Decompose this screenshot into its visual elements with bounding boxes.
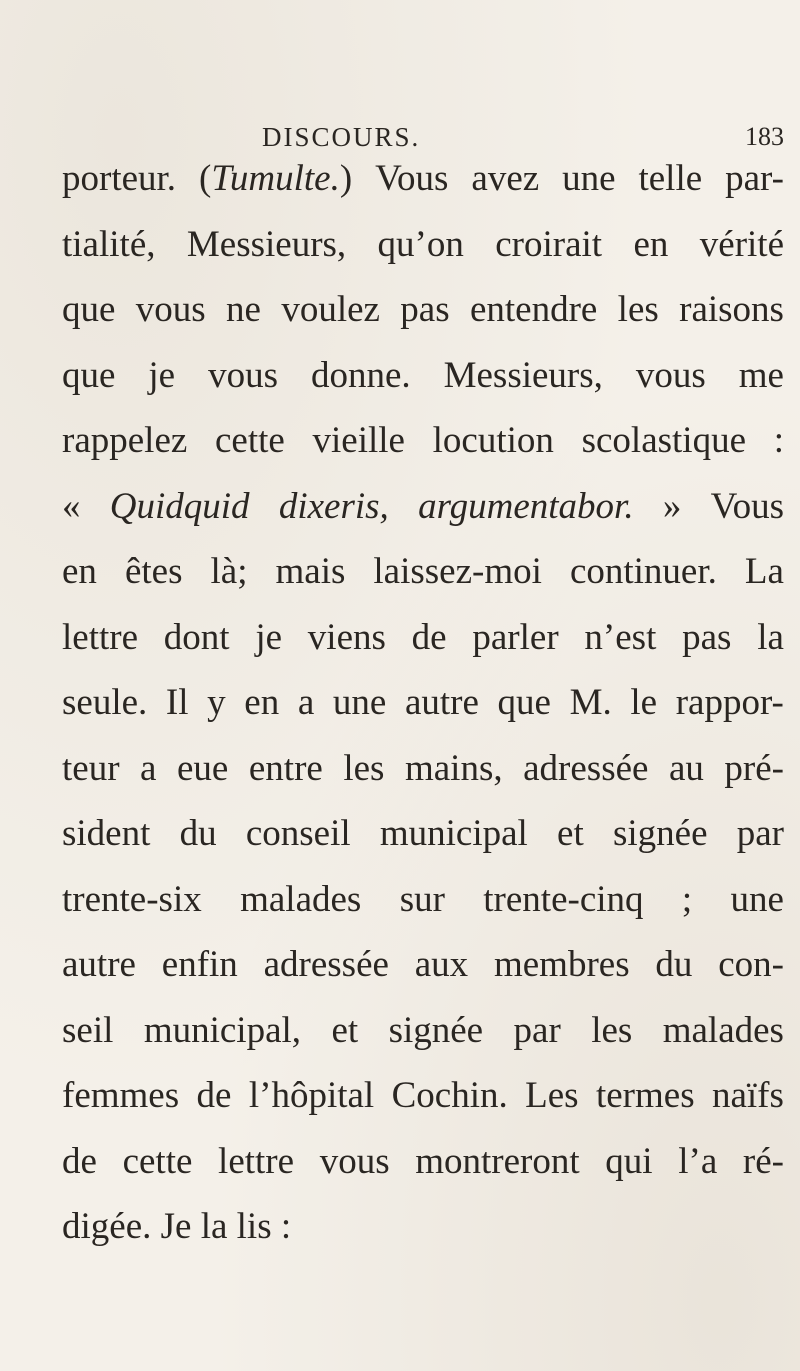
word: dont [163,616,230,658]
word: vous [635,354,706,396]
word: autre [62,944,136,985]
word: que [497,682,551,723]
word: trente-six [62,878,202,920]
word: du [179,813,217,854]
word: termes [595,1075,695,1116]
word: viens [307,616,386,658]
word: les [591,1009,633,1051]
word: je [148,354,176,396]
word: ; [681,878,693,920]
word: lettre [62,616,139,658]
word: sur [399,878,445,920]
word: La [744,551,784,592]
word: au [668,747,704,789]
word: eue [177,747,229,789]
word: lis [236,1206,272,1247]
word: qui [605,1140,653,1182]
word: parler [472,616,559,658]
word: « [62,485,81,527]
word: enfin [161,944,238,985]
word: Vous [710,485,784,527]
word: en [62,551,97,592]
word: que [62,354,116,396]
word: Cochin. [391,1075,508,1116]
word: teur [62,747,120,789]
word: rappelez [62,420,188,461]
word: de [411,616,447,658]
word: autre [404,682,479,723]
word: seil [62,1009,114,1051]
word: adressée [523,747,649,789]
word: n’est [584,616,657,658]
word: pas [400,289,450,330]
word: raisons [679,289,784,330]
word: y [207,682,226,723]
word: et [557,813,584,854]
text-line [62,1129,784,1195]
word: les [343,747,385,789]
text-line [62,212,784,278]
text-line [62,277,784,343]
word: entre [248,747,323,789]
word: du [655,944,693,985]
word: naïfs [711,1075,784,1116]
word: en [244,682,280,723]
word: en [633,223,669,265]
word: tialité, [62,223,156,265]
word: voulez [281,289,380,330]
word: M. [569,682,612,723]
word: municipal, [143,1009,302,1051]
word: lettre [218,1140,295,1182]
word: signée [388,1009,484,1051]
word: Je [160,1206,192,1247]
word: dixeris, [278,485,389,527]
body-text [62,146,784,1260]
word: adressée [263,944,389,985]
text-line [62,343,784,409]
text-line [62,539,784,605]
word: rappor- [675,682,784,723]
word: me [738,354,784,396]
word: membres [493,944,630,985]
word: une [332,682,387,723]
word: : [280,1206,292,1247]
word: femmes [62,1075,180,1116]
word: Messieurs, [186,223,347,265]
text-line [62,670,784,736]
word: a [140,747,157,789]
word: ré- [742,1140,784,1182]
word: montreront [415,1140,580,1182]
text-line [62,801,784,867]
word: de [196,1075,232,1116]
word: seule. [62,682,148,723]
word: malades [662,1009,784,1051]
word: une [730,878,784,920]
word: cette [122,1140,193,1182]
word: trente-cinq [483,878,644,920]
word: Vous [375,158,449,199]
word: malades [240,878,362,920]
word: qu’on [377,223,464,265]
word: l’hôpital [248,1075,375,1116]
text-line [62,736,784,802]
text-line [62,867,784,933]
word: donne. [310,354,411,396]
text-line [62,408,784,474]
word: vous [319,1140,390,1182]
word: argumentabor. [418,485,634,527]
word: croirait [495,223,603,265]
word: vous [135,289,206,330]
word: continuer. [569,551,717,592]
word: vous [208,354,278,396]
word: a [297,682,315,723]
word: la [757,616,784,658]
word: êtes [124,551,183,592]
word: les [617,289,659,330]
word: mains, [404,747,503,789]
page-number: 183 [745,122,784,151]
word: signée [612,813,708,854]
word: Messieurs, [443,354,603,396]
word: : [773,420,784,461]
word: avez [471,158,540,199]
word: cette [214,420,285,461]
word: con- [718,944,784,985]
word: Les [525,1075,579,1116]
word: le [630,682,658,723]
word: entendre [469,289,598,330]
text-line [62,998,784,1064]
word: locution [432,420,554,461]
word: porteur. [62,158,177,199]
word: Quidquid [109,485,250,527]
word: une [562,158,616,199]
running-title: DISCOURS. [262,122,421,152]
text-line [62,146,784,212]
word: conseil [245,813,351,854]
word: par [736,813,784,854]
word: et [331,1009,359,1051]
text-line [62,605,784,671]
word: mais [275,551,346,592]
word: scolastique [581,420,747,461]
word: de [62,1140,97,1182]
word: telle [638,158,703,199]
word: là; [210,551,248,592]
word: digée. [62,1206,152,1247]
word: Il [165,682,189,723]
word: que [62,289,116,330]
text-line [62,932,784,998]
word: » [662,485,682,527]
text-line [62,474,784,540]
word: laissez-moi [373,551,542,592]
word: par- [725,158,784,199]
word: pré- [724,747,784,789]
word: sident [62,813,151,854]
word: la [200,1206,228,1247]
word: municipal [379,813,528,854]
word: (Tumulte.) [199,158,353,199]
word: je [255,616,283,658]
word: ne [226,289,261,330]
word: vérité [699,223,784,265]
word: par [513,1009,561,1051]
word: l’a [678,1140,718,1182]
word: vieille [312,420,405,461]
word: aux [414,944,469,985]
text-line [62,1194,784,1260]
text-line [62,1063,784,1129]
word: pas [682,616,732,658]
